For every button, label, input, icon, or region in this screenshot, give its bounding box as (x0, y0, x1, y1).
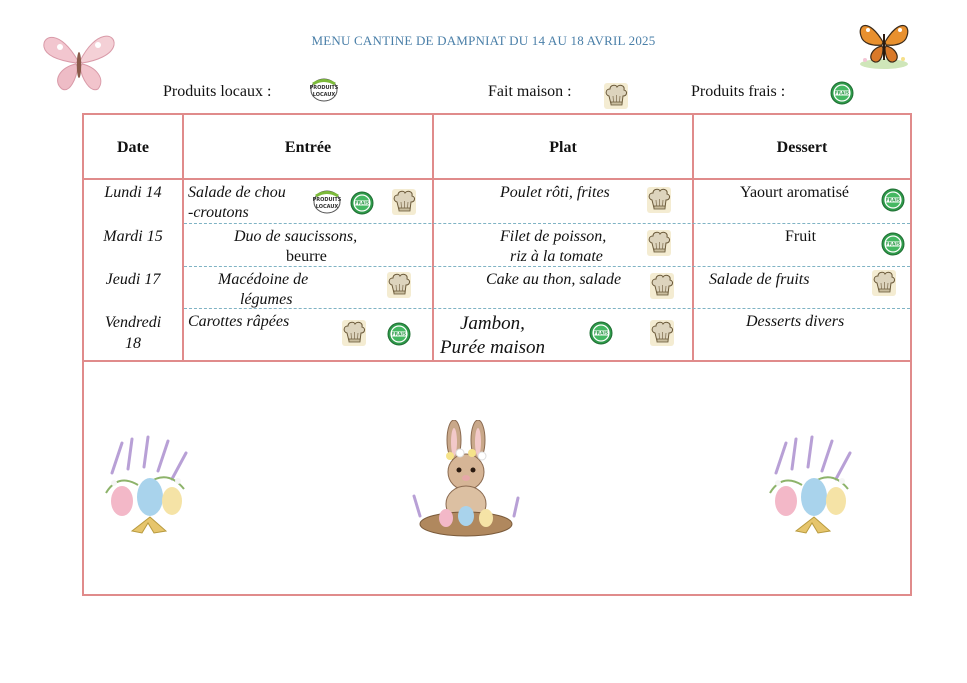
plat-tuesday-line1: Filet de poisson, (500, 228, 607, 245)
day-tuesday: Mardi 15 (103, 228, 163, 245)
chef-hat-icon (647, 230, 671, 261)
legend-fresh-label: Produits frais : (691, 83, 786, 100)
chef-hat-icon (342, 320, 366, 351)
plat-tuesday-line2: riz à la tomate (510, 248, 603, 265)
fresh-badge-icon (881, 188, 905, 217)
plat-thursday: Cake au thon, salade (486, 271, 622, 288)
chef-hat-icon (650, 273, 674, 304)
local-products-icon (309, 75, 339, 108)
entree-monday-line2: -croutons (188, 204, 249, 221)
entree-tuesday-line2: beurre (286, 248, 327, 265)
chef-hat-icon (604, 83, 628, 114)
local-products-icon (312, 187, 342, 220)
menu-table (82, 113, 912, 596)
plat-friday-line2: Purée maison (440, 337, 546, 358)
day-friday-line1: Vendredi (104, 314, 162, 331)
easter-bunny-nest-icon (410, 420, 524, 544)
dessert-thursday: Salade de fruits (709, 271, 810, 288)
chef-hat-icon (872, 270, 896, 301)
header-dessert: Dessert (776, 139, 828, 156)
header-entree: Entrée (284, 139, 332, 156)
chef-hat-icon (647, 187, 671, 218)
dessert-friday: Desserts divers (746, 313, 845, 330)
easter-eggs-bouquet-right-icon (762, 433, 854, 545)
dessert-tuesday: Fruit (785, 228, 817, 245)
fresh-badge-icon (589, 321, 613, 350)
day-thursday: Jeudi 17 (105, 271, 161, 288)
plat-monday: Poulet rôti, frites (500, 184, 610, 201)
legend-homemade-label: Fait maison : (488, 83, 572, 100)
fresh-badge-icon (387, 322, 411, 351)
easter-eggs-bouquet-left-icon (98, 433, 190, 545)
legend-local-label: Produits locaux : (163, 83, 272, 100)
fresh-badge-icon (350, 191, 374, 220)
chef-hat-icon (650, 320, 674, 351)
chef-hat-icon (387, 272, 411, 303)
day-monday: Lundi 14 (104, 184, 162, 201)
entree-tuesday-line1: Duo de saucissons, (234, 228, 358, 245)
fresh-badge-icon (881, 232, 905, 261)
entree-monday-line1: Salade de chou (188, 184, 286, 201)
entree-friday: Carottes râpées (188, 313, 290, 330)
dessert-monday: Yaourt aromatisé (740, 184, 850, 201)
plat-friday-line1: Jambon, (460, 313, 525, 334)
page-title: MENU CANTINE DE DAMPNIAT DU 14 AU 18 AVRIL 2025 (311, 33, 656, 48)
fresh-badge-icon (830, 81, 854, 110)
day-friday-line2: 18 (125, 335, 141, 352)
entree-thursday-line2: légumes (240, 291, 293, 308)
header-plat: Plat (549, 139, 577, 156)
chef-hat-icon (392, 189, 416, 220)
entree-thursday-line1: Macédoine de (218, 271, 309, 288)
header-date: Date (117, 139, 149, 156)
